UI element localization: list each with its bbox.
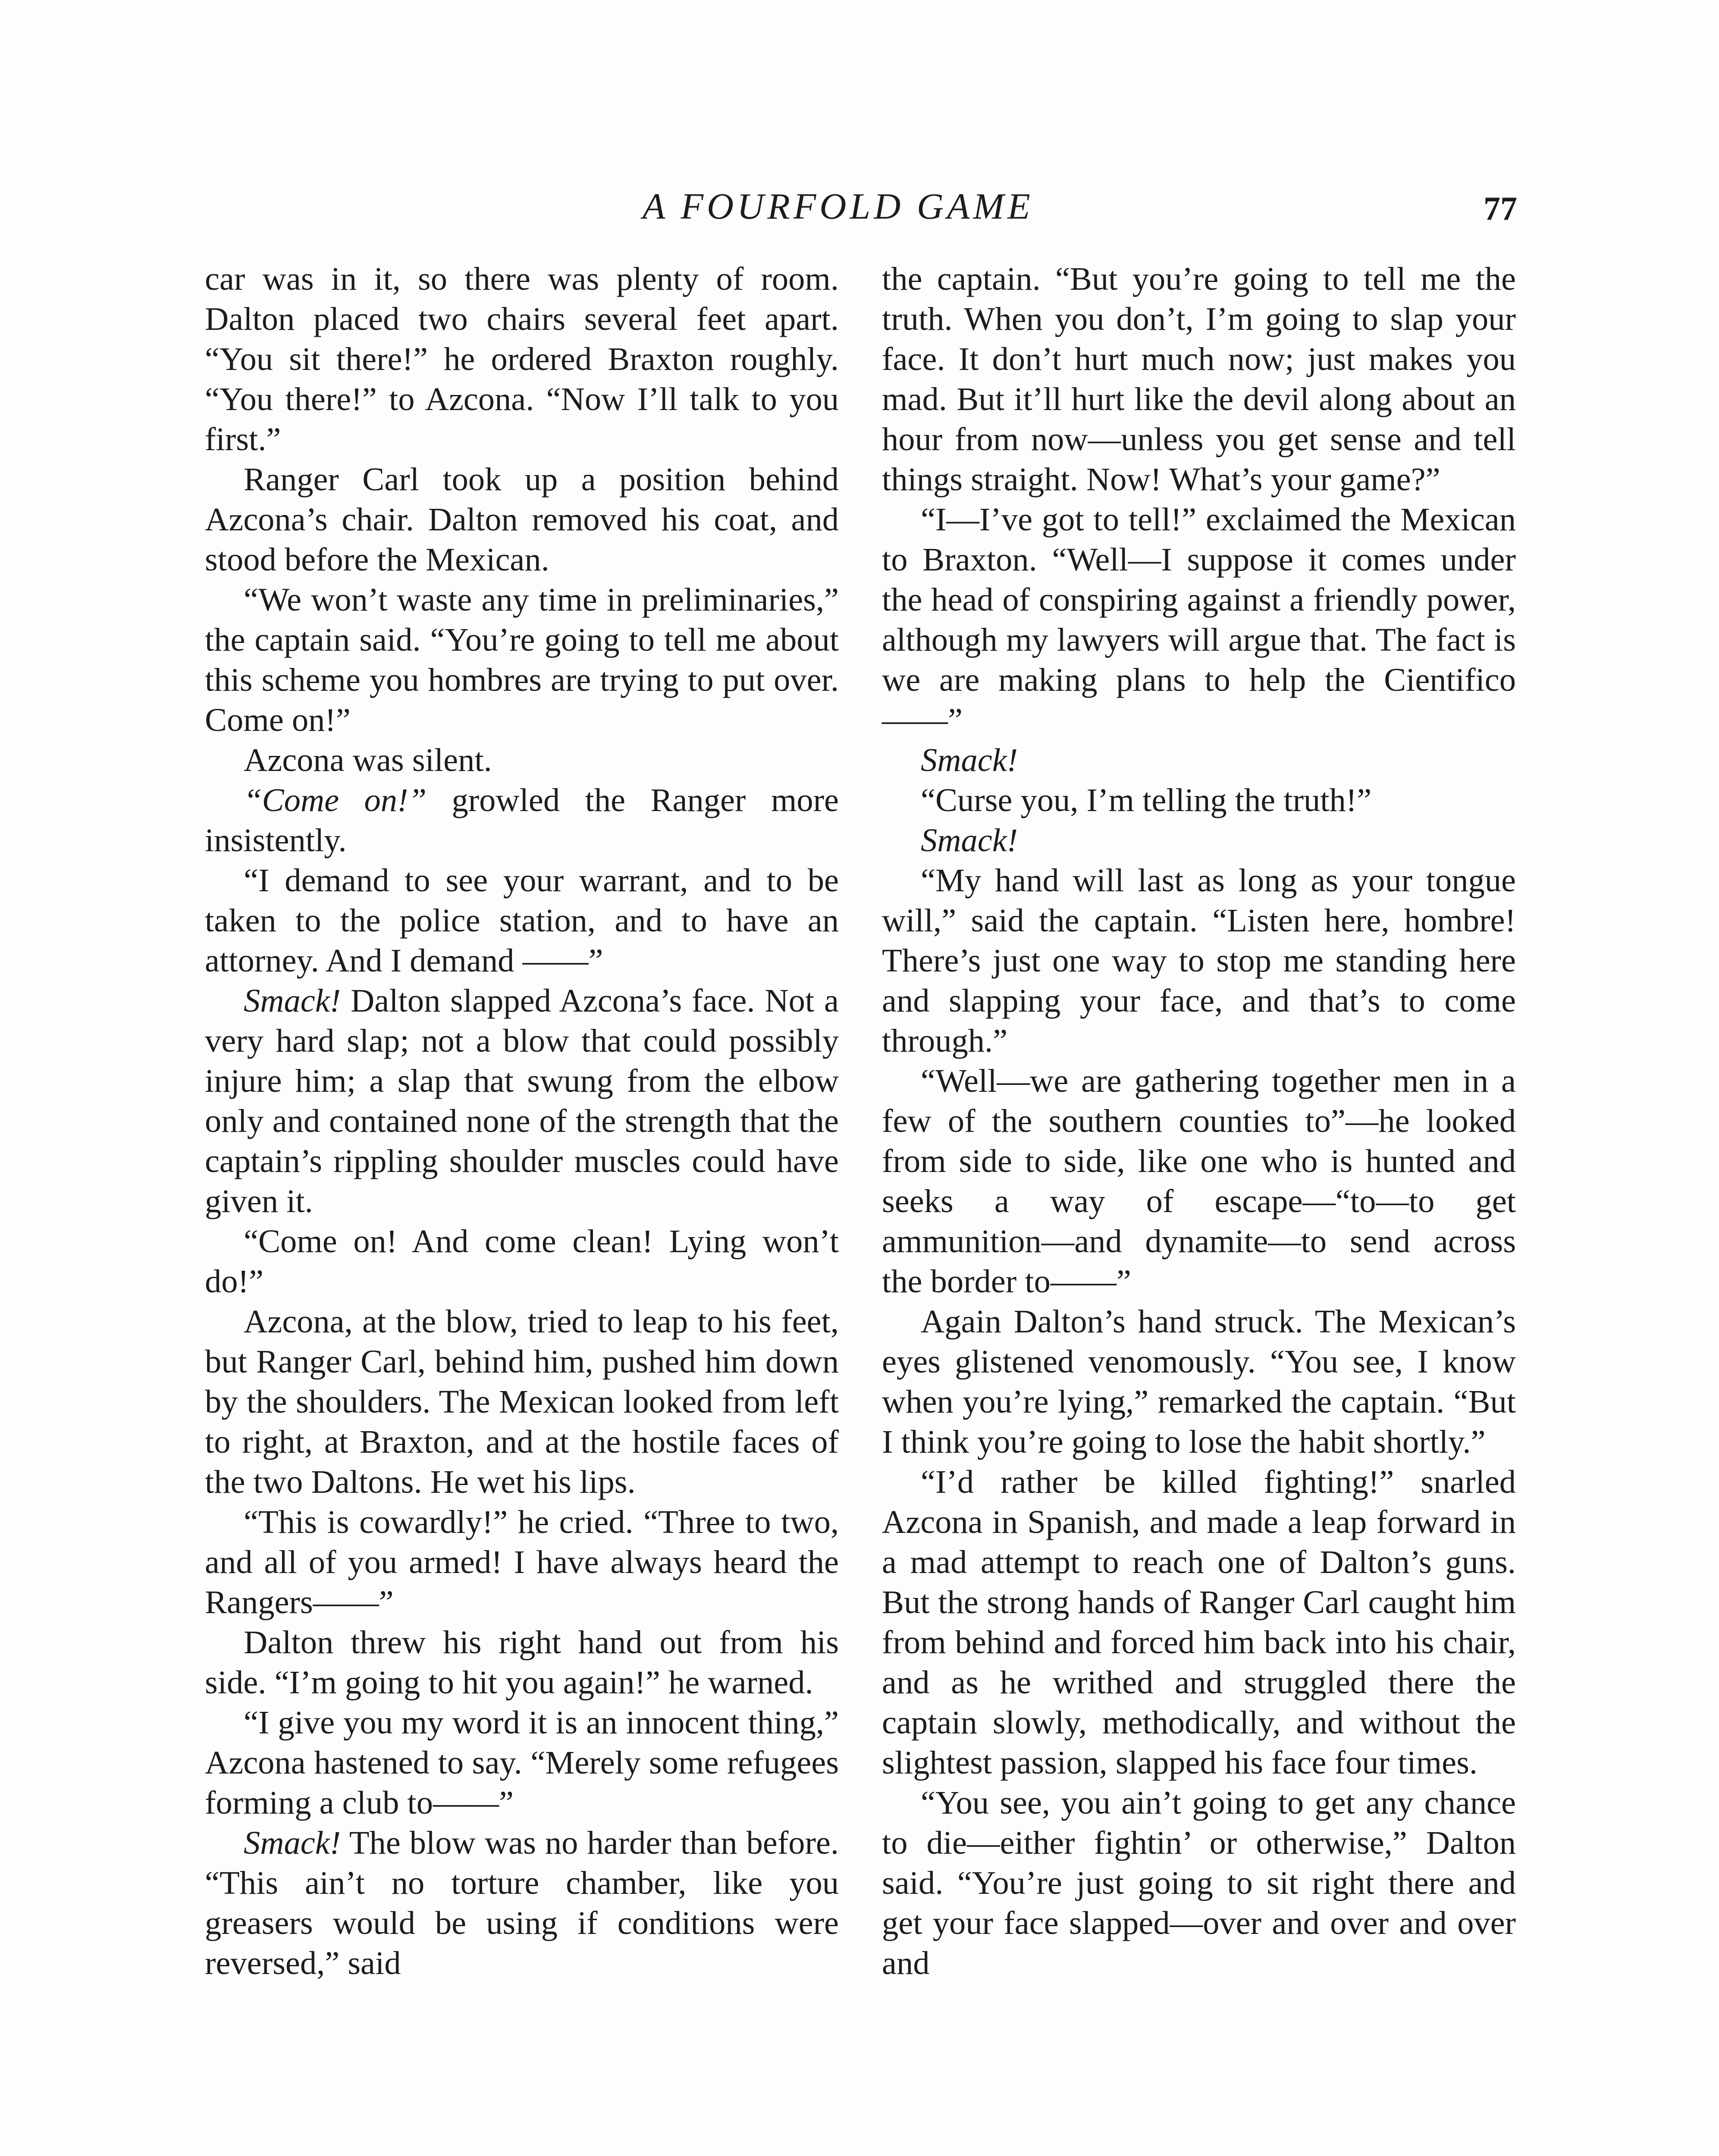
running-header [0, 180, 1719, 232]
paragraph-text: growled the Ranger more insistently. [205, 782, 839, 859]
left-column [205, 259, 839, 1983]
paragraph: “Come on! And come clean! Lying won’t do!” [205, 1223, 839, 1300]
paragraph: “Curse you, I’m telling the truth!” [921, 782, 1372, 818]
paragraph: “I—I’ve got to tell!” exclaimed the Mexican to Braxton. “Well—I suppose it comes under the head of conspiring against a friendly power, although my lawyers will argue that. The fact is we are making plans to help the Cientifico——” [882, 501, 1516, 738]
paragraph: the captain. “But you’re going to tell me the truth. When you don’t, I’m going to slap your face. It don’t hurt much now; just makes you mad. But it’ll hurt like the devil along about an hour from now—unless you get sense and tell things straight. Now! What’s your game?” [882, 260, 1516, 498]
paragraph: “My hand will last as long as your tongue will,” said the captain. “Listen here, hombre! There’s just one way to stop me standing here and slapping your face, and that’s to come through.” [882, 862, 1516, 1059]
italic-exclamation: Smack! [921, 822, 1018, 859]
page-number: 77 [1484, 190, 1517, 227]
paragraph [882, 740, 1516, 780]
paragraph [205, 981, 839, 1221]
paragraph: “I demand to see your warrant, and to be taken to the police station, and to have an attorney. And I demand ——” [205, 862, 839, 979]
italic-exclamation: “Come on!” [244, 782, 427, 818]
paragraph: Azcona, at the blow, tried to leap to his feet, but Ranger Carl, behind him, pushed him down by the shoulders. The Mexican looked from left to right, at Braxton, and at the hostile faces of the two Daltons. He wet his lips. [205, 1303, 839, 1500]
paragraph: “You see, you ain’t going to get any chance to die—either fightin’ or otherwise,” Dalton said. “You’re just going to sit right there and get your face slapped—over and over and over and [882, 1784, 1516, 1981]
paragraph [882, 820, 1516, 860]
paragraph [205, 780, 839, 860]
paragraph-text: The blow was no harder than before. “This ain’t no torture chamber, like you greasers would be using if conditions were reversed,” said [205, 1824, 839, 1981]
right-column [882, 259, 1516, 1983]
paragraph: “We won’t waste any time in preliminaries,” the captain said. “You’re going to tell me about this scheme you hombres are trying to put over. Come on!” [205, 581, 839, 738]
paragraph: Azcona was silent. [244, 742, 492, 778]
italic-exclamation: Smack! [921, 742, 1018, 778]
paragraph: Ranger Carl took up a position behind Azcona’s chair. Dalton removed his coat, and stood before the Mexican. [205, 461, 839, 578]
paragraph: “This is cowardly!” he cried. “Three to two, and all of you armed! I have always heard the Rangers——” [205, 1504, 839, 1620]
paragraph: Again Dalton’s hand struck. The Mexican’s eyes glistened venomously. “You see, I know when you’re lying,” remarked the captain. “But I think you’re going to lose the habit shortly.” [882, 1303, 1516, 1460]
paragraph: “I give you my word it is an innocent thing,” Azcona hastened to say. “Merely some refugees forming a club to——” [205, 1704, 839, 1821]
paragraph [205, 1823, 839, 1983]
paragraph: “I’d rather be killed fighting!” snarled Azcona in Spanish, and made a leap forward in a mad attempt to reach one of Dalton’s guns. But the strong hands of Ranger Carl caught him from behind and forced him back into his chair, and as he writhed and struggled there the captain slowly, methodically, and without the slightest passion, slapped his face four times. [882, 1463, 1516, 1781]
paragraph: Dalton threw his right hand out from his side. “I’m going to hit you again!” he warned. [205, 1624, 839, 1701]
italic-exclamation: Smack! [244, 982, 341, 1019]
paragraph: car was in it, so there was plenty of room. Dalton placed two chairs several feet apart. “You sit there!” he ordered Braxton roughly. “You there!” to Azcona. “Now I’ll talk to you first.” [205, 260, 839, 458]
paragraph-text: Dalton slapped Azcona’s face. Not a very hard slap; not a blow that could possibly injure him; a slap that swung from the elbow only and contained none of the strength that the captain’s rippling shoulder muscles could have given it. [205, 982, 839, 1219]
running-title: A FOURFOLD GAME [643, 185, 1034, 227]
paragraph: “Well—we are gathering together men in a few of the southern counties to”—he looked from side to side, like one who is hunted and seeks a way of escape—“to—to get ammunition—and dynamite—to send across the border to——” [882, 1062, 1516, 1300]
italic-exclamation: Smack! [244, 1824, 341, 1861]
